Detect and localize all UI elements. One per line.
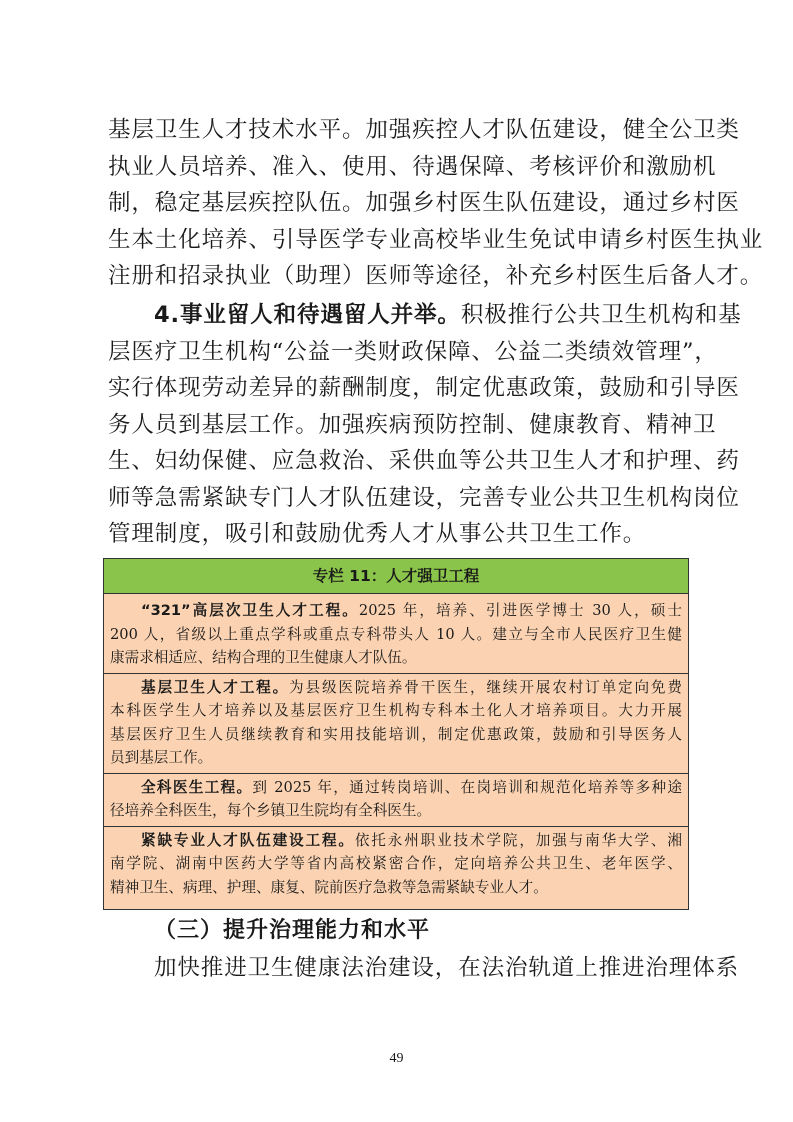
- text-segment: 积极推行公共卫生机构和基: [460, 302, 742, 328]
- box-item-lead: 基层卫生人才工程。: [141, 678, 290, 696]
- text-segment: 为县级医院培养骨干医生，继续开展农村订单定向免费: [289, 678, 682, 696]
- box-item-lead: 紧缺专业人才队伍建设工程。: [141, 831, 355, 849]
- text-segment: 到 2025 年，通过转岗培训、在岗培训和规范化培养等多种途: [252, 778, 682, 796]
- text-segment: 2025 年，培养、引进医学博士 30 人，硕士: [358, 602, 682, 619]
- text-segment: 依托永州职业技术学院，加强与南华大学、湘: [354, 831, 682, 849]
- box-line: 基层医疗卫生人员继续教育和实用技能培训，制定优惠政策，鼓励和引导医务人: [110, 725, 682, 743]
- box-line: 康需求相适应、结构合理的卫生健康人才队伍。: [110, 649, 417, 666]
- text-line: 务人员到基层工作。加强疾病预防控制、健康教育、精神卫: [108, 411, 717, 438]
- page-number: 49: [389, 1051, 404, 1066]
- text-line: 注册和招录执业（助理）医师等途径，补充乡村医生后备人才。: [108, 263, 764, 289]
- box-line: 员到基层工作。: [110, 749, 213, 766]
- box-line: 径培养全科医生，每个乡镇卫生院均有全科医生。: [110, 802, 432, 819]
- text-line: 实行体现劳动差异的薪酬制度，制定优惠政策，鼓励和引导医: [108, 375, 740, 401]
- text-line: 执业人员培养、准入、使用、待遇保障、考核评价和激励机: [108, 153, 717, 180]
- text-line: 加快推进卫生健康法治建设，在法治轨道上推进治理体系: [154, 955, 740, 981]
- box-line: 南学院、湖南中医药大学等省内高校紧密合作，定向培养公共卫生、老年医学、: [110, 855, 682, 872]
- box-line: [110, 599, 682, 623]
- text-line: [108, 297, 742, 334]
- text-line: 层医疗卫生机构“公益一类财政保障、公益二类绩效管理”，: [108, 338, 718, 365]
- column-box-title: 专栏 11：人才强卫工程: [104, 559, 688, 594]
- text-line: 管理制度，吸引和鼓励优秀人才从事公共卫生工作。: [108, 521, 647, 547]
- box-item-general-practitioner: [104, 774, 688, 827]
- text-line: 生、妇幼保健、应急救治、采供血等公共卫生人才和护理、药: [108, 448, 740, 474]
- box-item-high-level-talent: [104, 597, 688, 674]
- box-line: [110, 776, 682, 800]
- box-line: 200 人，省级以上重点学科或重点专科带头人 10 人。建立与全市人民医疗卫生健: [110, 625, 682, 643]
- box-line: [110, 829, 682, 853]
- text-line: 基层卫生人才技术水平。加强疾控人才队伍建设，健全公卫类: [108, 117, 740, 143]
- box-line: 精神卫生、病理、护理、康复、院前医疗急救等急需紧缺专业人才。: [110, 878, 548, 896]
- section-heading: （三）提升治理能力和水平: [154, 918, 431, 943]
- text-line: 师等急需紧缺专门人才队伍建设，完善专业公共卫生机构岗位: [108, 484, 740, 511]
- box-item-grassroots-talent: [104, 674, 688, 774]
- box-item-lead: 全科医生工程。: [141, 778, 253, 796]
- box-item-lead: “321”高层次卫生人才工程。: [141, 602, 359, 619]
- paragraph-talent-level: [108, 112, 764, 295]
- box-line: 本科医学生人才培养以及基层医疗卫生机构专科本土化人才培养项目。大力开展: [110, 702, 682, 719]
- text-line: 生本土化培养、引导医学专业高校毕业生免试申请乡村医生执业: [108, 226, 764, 253]
- box-line: [110, 676, 682, 700]
- paragraph-governance: [108, 950, 740, 987]
- column-box-body: [104, 594, 688, 902]
- paragraph-career-retention: [108, 297, 742, 553]
- box-item-scarce-talent: [104, 827, 688, 903]
- section-lead: 4.事业留人和待遇留人并举。: [154, 302, 461, 328]
- column-box: [103, 558, 689, 910]
- text-line: 制，稳定基层疾控队伍。加强乡村医生队伍建设，通过乡村医: [108, 190, 740, 216]
